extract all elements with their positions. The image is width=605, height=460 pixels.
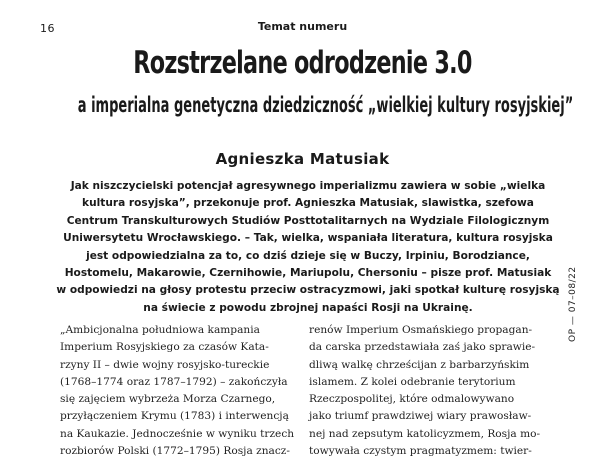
- body-line: na Kaukazie. Jednocześnie w wyniku trzech: [60, 427, 295, 440]
- article-lead: [48, 178, 568, 317]
- lead-line: w odpowiedzi na głosy protestu przeciw ostracyzmowi, jaki spotkał kulturę rosyjską: [56, 284, 560, 297]
- page-number: 16: [40, 22, 55, 35]
- lead-line: kultura rosyjska”, przekonuje prof. Agnieszka Matusiak, slawistka, szefowa: [82, 197, 534, 210]
- section-label: Temat numeru: [257, 20, 348, 33]
- body-line: islamem. Z kolei odebranie terytorium: [309, 375, 516, 388]
- lead-line: Hostomelu, Makarowie, Czernihowie, Mariupolu, Chersoniu – pisze prof. Matusiak: [64, 267, 552, 280]
- article-title: Rozstrzelane odrodzenie 3.0: [133, 45, 472, 81]
- body-line: się zajęciem wybrzeża Morza Czarnego,: [60, 393, 276, 406]
- body-column-right: [309, 322, 552, 460]
- issue-marker: OP — 07–08/22: [568, 266, 578, 342]
- body-line: Imperium Rosyjskiego za czasów Kata-: [60, 341, 269, 354]
- body-line: przyłączeniem Krymu (1783) i interwencją: [60, 410, 289, 423]
- body-line: rzyny II – dwie wojny rosyjsko-tureckie: [60, 358, 270, 371]
- lead-line: jest odpowiedzialna za to, co dziś dzieje się w Buczy, Irpiniu, Borodziance,: [86, 249, 530, 262]
- body-line: rozbiorów Polski (1772–1795) Rosja znacz-: [60, 445, 290, 458]
- body-line: (1768–1774 oraz 1787–1792) – zakończyła: [60, 375, 288, 388]
- body-line: Rzeczpospolitej, które odmalowywano: [309, 393, 515, 406]
- body-line: dliwą walkę chrześcijan z barbarzyńskim: [309, 358, 530, 371]
- article-subtitle: a imperialna genetyczna dziedziczność „wielkiej kultury rosyjskiej”: [77, 93, 574, 117]
- body-line: jako triumf prawdziwej wiary prawosław-: [309, 410, 532, 423]
- body-line: renów Imperium Osmańskiego propagan-: [309, 324, 533, 336]
- lead-line: na świecie z powodu zbrojnej napaści Rosji na Ukrainę.: [143, 301, 473, 314]
- lead-line: Uniwersytetu Wrocławskiego. – Tak, wielka, wspaniała literatura, kultura rosyjska: [63, 232, 553, 245]
- lead-line: Centrum Transkulturowych Studiów Posttotalitarnych na Wydziale Filologicznym: [66, 214, 550, 227]
- lead-line: Jak niszczycielski potencjał agresywnego imperializmu zawiera w sobie „wielka: [70, 180, 546, 192]
- body-column-left: [60, 322, 297, 460]
- article-author: Agnieszka Matusiak: [215, 150, 390, 168]
- body-line: „Ambicjonalna południowa kampania: [60, 324, 260, 336]
- body-line: towywała czystym pragmatyzmem: twier-: [309, 445, 532, 458]
- body-line: da carska przedstawiała zaś jako sprawie-: [309, 341, 536, 354]
- body-line: nej nad zepsutym katolicyzmem, Rosja mo-: [309, 427, 541, 440]
